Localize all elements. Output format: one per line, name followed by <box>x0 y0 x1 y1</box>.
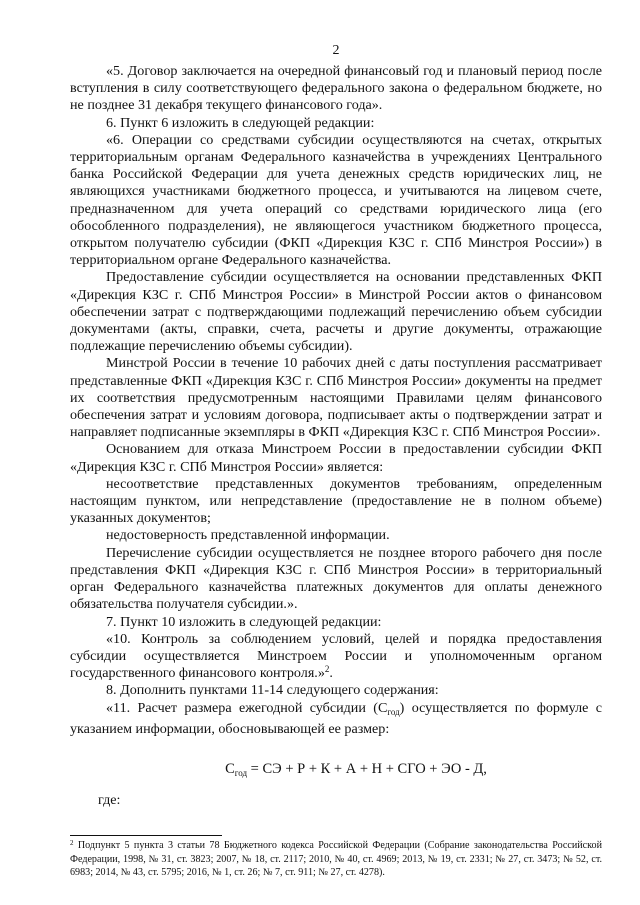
formula-lhs-subscript: год <box>234 767 248 778</box>
where-label: где: <box>98 791 121 808</box>
formula-lhs: С <box>225 760 235 777</box>
paragraph-review-period: Минстрой России в течение 10 рабочих дней с даты поступления рассматривает представленные ФКП «Дирекция КЗС г. СПб Минстроя России» документы на предмет их соответствия предусмотренным настоящими Правилами целям финансового обеспечения затрат и условиям договора, подписывает акты о подтверждении затрат и направляет подписанные экземпляры в ФКП «Дирекция КЗС г. СПб Минстроя России». <box>70 355 602 441</box>
paragraph-refusal-grounds: Основанием для отказа Минстроем России в предоставлении субсидии ФКП «Дирекция КЗС г. СПб Минстроя России» является: <box>70 441 602 475</box>
paragraph-item-6-intro: 6. Пункт 6 изложить в следующей редакции: <box>106 114 375 131</box>
paragraph-item-8-intro: 8. Дополнить пунктами 11-14 следующего содержания: <box>106 682 439 699</box>
clause-11-subscript: год <box>387 706 400 717</box>
subsidy-formula <box>70 760 602 782</box>
paragraph-refusal-ground-1: несоответствие представленных документов требованиям, определенным настоящим пунктом, или непредставление (предоставление не в полном объеме) указанных документов; <box>70 475 602 527</box>
footnote-marker: 2 <box>70 839 74 847</box>
footnote <box>70 839 602 880</box>
clause-11-text-a: «11. Расчет размера ежегодной субсидии (С <box>106 699 388 716</box>
paragraph-clause-5: «5. Договор заключается на очередной финансовый год и плановый период после вступления в силу соответствующего федерального закона о федеральном бюджете, но не позднее 31 декабря текущего финансового года». <box>70 63 602 114</box>
paragraph-subsidy-provision: Предоставление субсидии осуществляется на основании представленных ФКП «Дирекция КЗС г. СПб Минстроя России» в Минстрой России актов о финансовом обеспечении затрат с подтверждающими подлежащий перечислению объем субсидии документами (акты, справки, счета, расчеты и другие документы, отражающие подлежащие перечислению объемы субсидии). <box>70 269 602 355</box>
clause-10-text: «10. Контроль за соблюдением условий, целей и порядка предоставления субсидии осуществляется Минстроем России и уполномоченным органом государственного финансового контроля.» <box>70 630 602 682</box>
formula-rhs: = СЭ + Р + К + А + Н + СГО + ЭО - Д, <box>247 760 487 777</box>
paragraph-refusal-ground-2: недостоверность представленной информации. <box>106 527 390 544</box>
footnote-ref: 2 <box>324 664 330 675</box>
footnote-text: Подпункт 5 пункта 3 статьи 78 Бюджетного кодекса Российской Федерации (Собрание законодательства Российской Федерации, 1998, № 31, ст. 3823; 2007, № 18, ст. 2117; 2010, № 40, ст. 4969; 2013, № 19, ст. 2331; № 27, ст. 3473; № 52, ст. 6983; 2014, № 43, ст. 5795; 2016, № 1, ст. 26; № 7, ст. 911; № 27, ст. 4278). <box>70 840 602 879</box>
paragraph-clause-11 <box>70 700 602 738</box>
paragraph-item-7-intro: 7. Пункт 10 изложить в следующей редакции: <box>106 613 382 630</box>
page-number: 2 <box>332 43 340 58</box>
paragraph-clause-10 <box>70 631 602 683</box>
paragraph-clause-6: «6. Операции со средствами субсидии осуществляются на счетах, открытых территориальным органам Федерального казначейства в учреждениях Центрального банка Российской Федерации для учета денежных средств юридических лиц, не являющихся участниками бюджетного процесса, и учитываются на лицевом счете, предназначенном для учета операций со средствами юридического лица (его обособленного подразделения), не являющегося участником бюджетного процесса, открытом получателю субсидии (ФКП «Дирекция КЗС г. СПб Минстроя России») в территориальном органе Федерального казначейства. <box>70 131 602 269</box>
paragraph-transfer: Перечисление субсидии осуществляется не позднее второго рабочего дня после представления ФКП «Дирекция КЗС г. СПб Минстроя России» в территориальный орган Федерального казначейства платежных документов для оплаты денежного обязательства получателя субсидии.». <box>70 544 602 613</box>
footnote-divider <box>70 835 222 836</box>
clause-11-text-b: ) осуществляется по формуле с указанием информации, обосновывающей ее размер: <box>70 699 602 737</box>
clause-10-end: . <box>329 665 333 682</box>
